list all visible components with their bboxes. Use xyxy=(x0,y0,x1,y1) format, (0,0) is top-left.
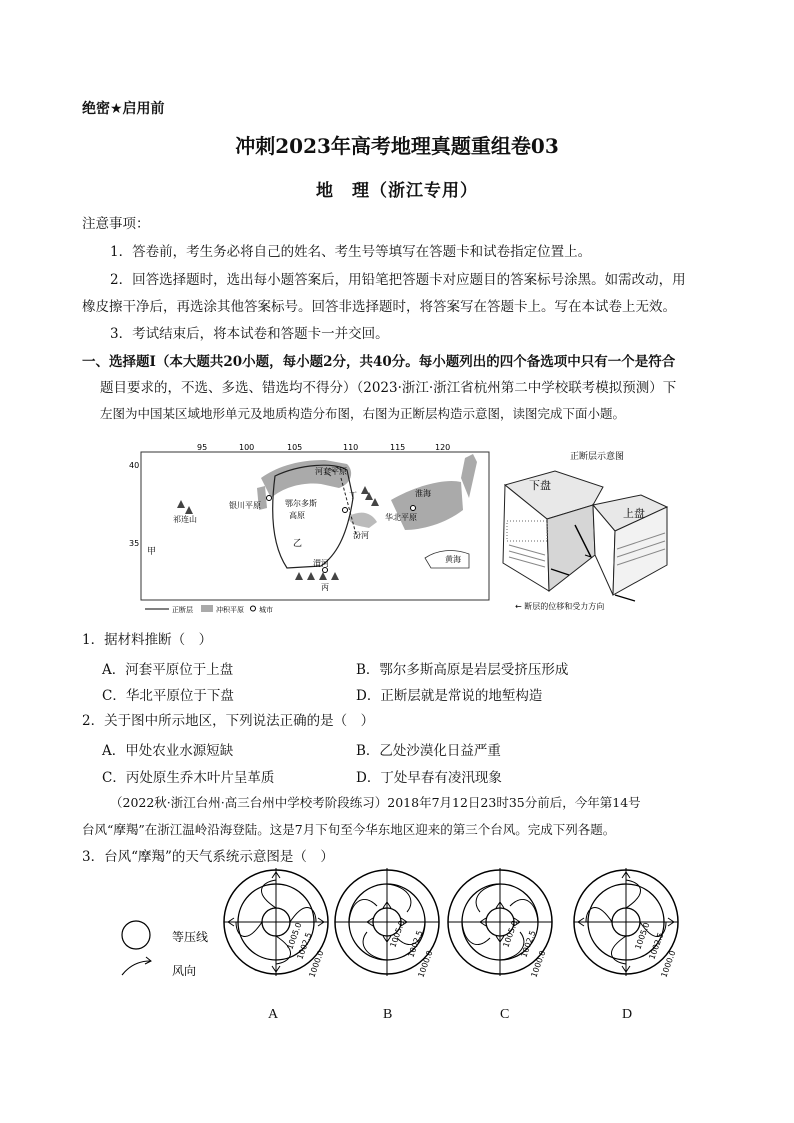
notice-item-3: 3．考试结束后，将本试卷和答题卡一并交回。 xyxy=(110,326,389,342)
section-line-3: 左图为中国某区域地形单元及地质构造分布图，右图为正断层构造示意图，读图完成下面小题。 xyxy=(100,406,626,421)
isobar-value: 1000.0 xyxy=(307,949,326,979)
notice-item-1: 1．答卷前，考生务必将自己的姓名、考生号等填写在答题卡和试卷指定位置上。 xyxy=(110,244,592,260)
place-label: 汾河 xyxy=(353,531,369,540)
fault-legend: ← 断层的位移和受力方向 xyxy=(515,602,605,611)
legend-fault: 正断层 xyxy=(172,606,193,614)
lon-label: 95 xyxy=(197,443,208,452)
q3-option-c[interactable]: C xyxy=(500,1007,510,1022)
city-marker xyxy=(411,506,416,511)
isobar-value: 1000.0 xyxy=(416,949,435,979)
place-label: 银川平原 xyxy=(229,501,261,510)
q1-option-c[interactable]: C．华北平原位于下盘 xyxy=(102,688,234,704)
isobar-value: 1002.5 xyxy=(519,929,538,959)
q1-stem: 1．据材料推断（ ） xyxy=(82,632,213,648)
fault-plane xyxy=(547,505,595,591)
isobar-value: 1000.0 xyxy=(529,949,548,979)
section-line-2: 题目要求的，不选、多选、错选均不得分）（2023·浙江·浙江省杭州第二中学校联考模拟预测）下 xyxy=(100,380,677,396)
lon-label: 105 xyxy=(287,443,303,452)
confidential-mark: 绝密★启用前 xyxy=(82,101,165,117)
legend-city-symbol xyxy=(251,606,256,611)
place-label: 河套平原 xyxy=(315,467,347,476)
place-label: 黄海 xyxy=(445,555,461,564)
q1-option-d[interactable]: D．正断层就是常说的地堑构造 xyxy=(356,688,543,704)
place-label: 鄂尔多斯 xyxy=(285,499,317,508)
fault-title: 正断层示意图 xyxy=(570,452,625,462)
city-marker xyxy=(323,568,328,573)
q2-option-b[interactable]: B．乙处沙漠化日益严重 xyxy=(356,743,501,759)
isobar-value: 1002.5 xyxy=(295,931,314,961)
isobar-value: 1005.0 xyxy=(285,921,304,951)
place-label: 淮海 xyxy=(415,489,431,498)
lat-label: 40 xyxy=(129,461,140,470)
footwall-label: 下盘 xyxy=(529,479,551,492)
q1-option-b[interactable]: B．鄂尔多斯高原是岩层受挤压形成 xyxy=(356,662,569,678)
q3-option-b[interactable]: B xyxy=(383,1007,393,1022)
q2-option-c[interactable]: C．丙处原生乔木叶片呈革质 xyxy=(102,770,275,786)
lon-label: 115 xyxy=(390,443,406,452)
lat-label: 35 xyxy=(129,539,140,548)
isobar-value: 1005.0 xyxy=(388,919,407,949)
normal-fault-diagram xyxy=(495,445,675,615)
typhoon-diagram-c[interactable] xyxy=(446,862,554,982)
q2-option-a[interactable]: A．甲处农业水源短缺 xyxy=(102,743,234,759)
q3-legend xyxy=(112,915,222,985)
city-marker xyxy=(343,508,348,513)
typhoon-diagram-b[interactable] xyxy=(333,862,441,982)
q3-option-a[interactable]: A xyxy=(268,1007,279,1022)
isobar-legend-symbol xyxy=(122,921,150,949)
terrain-map xyxy=(125,438,495,618)
isobar-value: 1005.0 xyxy=(633,921,652,951)
q1-option-a[interactable]: A．河套平原位于上盘 xyxy=(102,662,234,678)
q3-stem: 3．台风“摩羯”的天气系统示意图是（ ） xyxy=(82,849,334,865)
section-line-1: 一、选择题Ⅰ（本大题共20小题，每小题2分，共40分。每小题列出的四个备选项中只有一个是符合 xyxy=(82,354,676,370)
place-label: 丙 xyxy=(321,583,329,592)
typhoon-diagram-a[interactable] xyxy=(222,862,330,982)
place-label: 丁 xyxy=(349,491,357,500)
hangingwall-label: 上盘 xyxy=(623,507,645,520)
exam-title: 冲刺2023年高考地理真题重组卷03 xyxy=(235,134,559,158)
place-label: 高原 xyxy=(289,511,305,520)
place-label: 祁连山 xyxy=(173,515,197,524)
isobar-value: 1002.5 xyxy=(406,929,425,959)
force-arrow-right xyxy=(615,595,635,601)
lon-label: 100 xyxy=(239,443,255,452)
legend-plain-symbol xyxy=(201,605,213,612)
q2-option-d[interactable]: D．丁处早春有凌汛现象 xyxy=(356,770,502,786)
passage-line-2: 台风“摩羯”在浙江温岭沿海登陆。这是7月下旬至今华东地区迎来的第三个台风。完成下列各题。 xyxy=(82,822,616,837)
place-label: 甲 xyxy=(147,547,157,557)
passage-line-1: （2022秋·浙江台州·高三台州中学校考阶段练习）2018年7月12日23时35分前后，今年第14号 xyxy=(110,795,641,810)
isobar-value: 1000.0 xyxy=(659,949,678,979)
legend-city: 城市 xyxy=(259,606,273,614)
isobar-value: 1005.0 xyxy=(501,919,520,949)
lon-label: 110 xyxy=(343,443,359,452)
place-label: 乙 xyxy=(293,539,303,549)
notice-item-2: 2．回答选择题时，选出每小题答案后，用铅笔把答题卡对应题目的答案标号涂黑。如需改动，用 xyxy=(110,272,686,288)
notice-item-2-cont: 橡皮擦干净后，再选涂其他答案标号。回答非选择题时，将答案写在答题卡上。写在本试卷上无效。 xyxy=(82,299,676,315)
wind-legend-label: 风向 xyxy=(172,964,197,978)
legend-plain: 冲积平原 xyxy=(216,606,244,614)
q3-option-d[interactable]: D xyxy=(622,1007,633,1022)
isobar-value: 1002.5 xyxy=(647,931,666,961)
place-label: 渭河 xyxy=(313,559,329,568)
place-label: 华北平原 xyxy=(385,513,417,522)
q2-stem: 2．关于图中所示地区，下列说法正确的是（ ） xyxy=(82,713,375,729)
notice-heading: 注意事项： xyxy=(82,216,150,232)
isobar-legend-label: 等压线 xyxy=(172,930,209,944)
exam-subtitle: 地 理（浙江专用） xyxy=(316,181,478,201)
typhoon-diagram-d[interactable] xyxy=(572,862,680,982)
city-marker xyxy=(267,496,272,501)
lon-label: 120 xyxy=(435,443,451,452)
